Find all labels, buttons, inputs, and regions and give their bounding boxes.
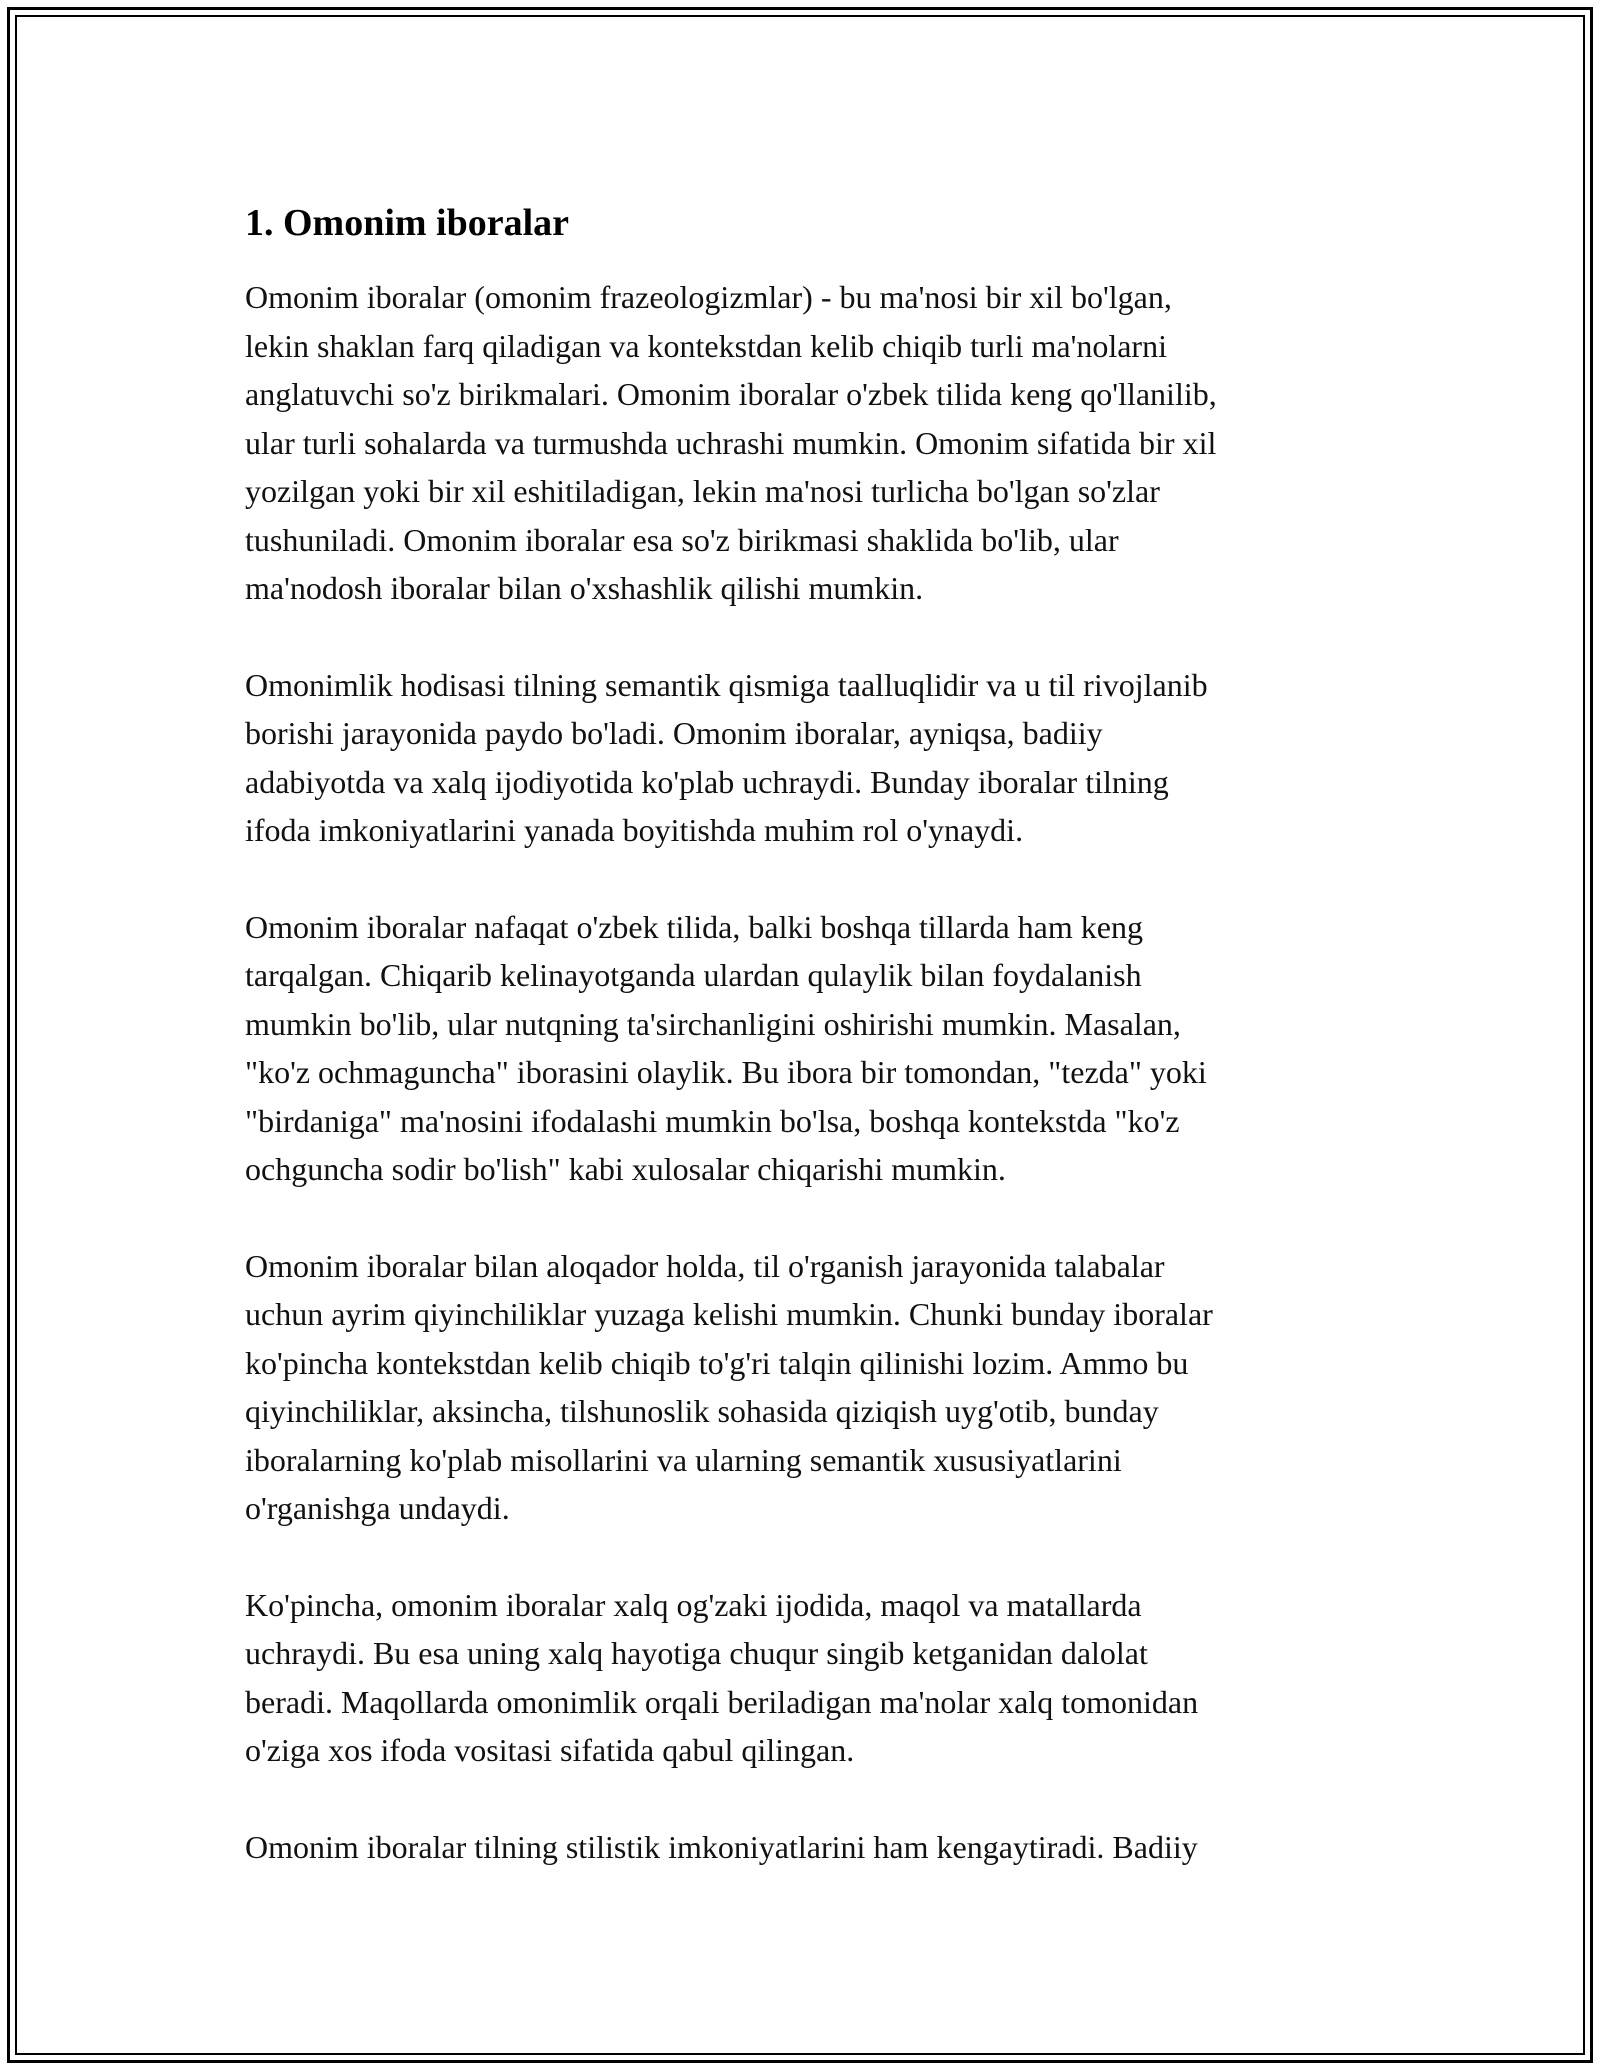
page-border bbox=[7, 7, 1593, 2063]
document-body bbox=[245, 195, 1375, 1919]
paragraph: Omonimlik hodisasi tilning semantik qismiga taalluqlidir va u til rivojlanib borishi jarayonida paydo bo'ladi. Omonim iboralar, ayniqsa, badiiy adabiyotda va xalq ijodiyotida ko'plab uchraydi. Bunday iboralar tilning ifoda imkoniyatlarini yanada boyitishda muhim rol o'ynaydi. bbox=[245, 666, 1208, 848]
paragraph: Ko'pincha, omonim iboralar xalq og'zaki ijodida, maqol va matallarda uchraydi. Bu esa uning xalq hayotiga chuqur singib ketganidan dalolat beradi. Maqollarda omonimlik orqali beriladigan ma'nolar xalq tomonidan o'ziga xos ifoda vositasi sifatida qabul qilingan. bbox=[245, 1586, 1199, 1768]
section-heading: 1. Omonim iboralar bbox=[245, 202, 570, 244]
paragraph: Omonim iboralar (omonim frazeologizmlar) - bu ma'nosi bir xil bo'lgan, lekin shaklan farq qiladigan va kontekstdan kelib chiqib turli ma'nolarni anglatuvchi so'z birikmalari. Omonim iboralar o'zbek tilida keng qo'llanilib, ular turli sohalarda va turmushda uchrashi mumkin. Omonim sifatida bir xil yozilgan yoki bir xil eshitiladigan, lekin ma'nosi turlicha bo'lgan so'zlar tushuniladi. Omonim iboralar esa so'z birikmasi shaklida bo'lib, ular ma'nodosh iboralar bilan o'xshashlik qilishi mumkin. bbox=[245, 279, 1217, 606]
paragraph: Omonim iboralar tilning stilistik imkoniyatlarini ham kengaytiradi. Badiiy bbox=[245, 1828, 1198, 1865]
paragraph: Omonim iboralar bilan aloqador holda, til o'rganish jarayonida talabalar uchun ayrim qiyinchiliklar yuzaga kelishi mumkin. Chunki bunday iboralar ko'pincha kontekstdan kelib chiqib to'g'ri talqin qilinishi lozim. Ammo bu qiyinchiliklar, aksincha, tilshunoslik sohasida qiziqish uyg'otib, bunday iboralarning ko'plab misollarini va ularning semantik xususiyatlarini o'rganishga undaydi. bbox=[245, 1247, 1213, 1526]
paragraph: Omonim iboralar nafaqat o'zbek tilida, balki boshqa tillarda ham keng tarqalgan. Chiqarib kelinayotganda ulardan qulaylik bilan foydalanish mumkin bo'lib, ular nutqning ta'sirchanligini oshirishi mumkin. Masalan, "ko'z ochmaguncha" iborasini olaylik. Bu ibora bir tomondan, "tezda" yoki "birdaniga" ma'nosini ifodalashi mumkin bo'lsa, boshqa kontekstda "ko'z ochguncha sodir bo'lish" kabi xulosalar chiqarishi mumkin. bbox=[245, 908, 1207, 1187]
